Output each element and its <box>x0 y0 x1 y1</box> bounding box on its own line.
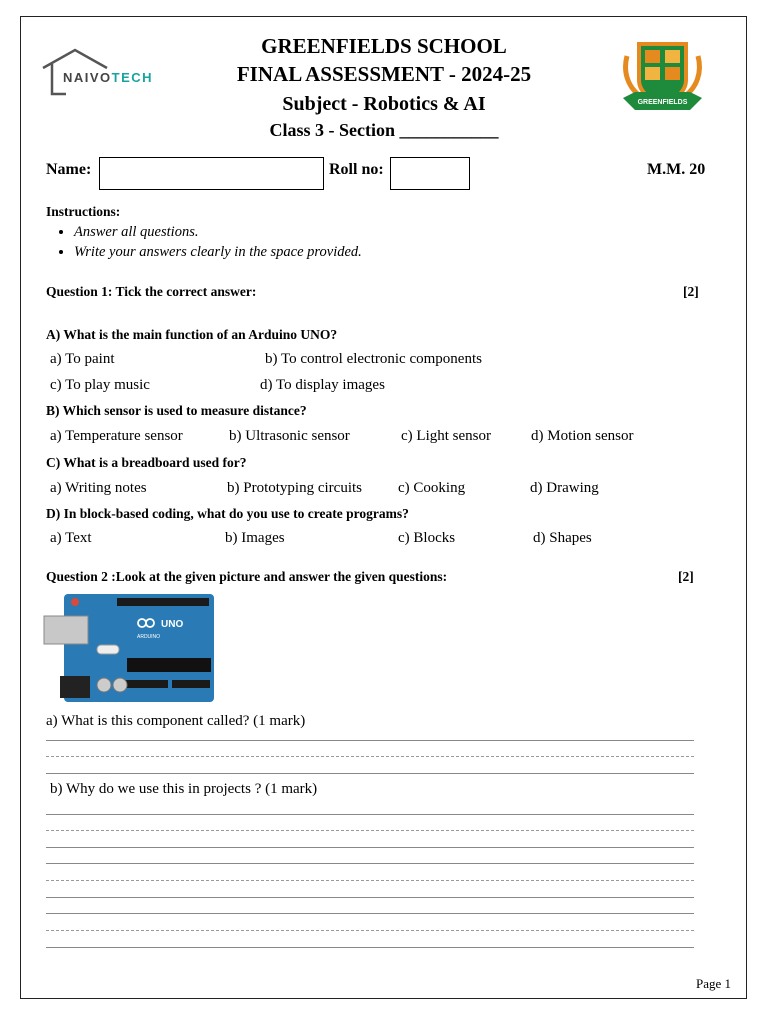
name-label: Name: <box>46 161 92 178</box>
answer-line[interactable] <box>46 814 694 815</box>
q1d-option-d[interactable]: d) Shapes <box>533 530 592 546</box>
naivotech-logo: NAIVOTECH <box>63 70 154 85</box>
answer-guide-line <box>46 930 694 931</box>
instructions-list <box>56 222 362 262</box>
q1d-option-b[interactable]: b) Images <box>225 530 285 546</box>
q1d-option-a[interactable]: a) Text <box>50 530 92 546</box>
q1a-option-c[interactable]: c) To play music <box>50 377 150 393</box>
instructions-title: Instructions: <box>46 204 121 219</box>
q1c-question: C) What is a breadboard used for? <box>46 455 247 470</box>
school-crest-icon <box>615 36 710 118</box>
school-name: GREENFIELDS SCHOOL <box>261 34 507 58</box>
board-brand-label: ARDUINO <box>137 634 161 640</box>
answer-line[interactable] <box>46 897 694 898</box>
board-uno-label: UNO <box>161 619 184 630</box>
answer-line[interactable] <box>46 740 694 741</box>
roll-field[interactable] <box>390 157 470 190</box>
q1c-option-c[interactable]: c) Cooking <box>398 480 466 496</box>
q1d-question: D) In block-based coding, what do you use to create programs? <box>46 506 409 521</box>
q2-marks: [2] <box>678 569 694 584</box>
q2b-question: b) Why do we use this in projects ? (1 mark) <box>50 781 318 797</box>
answer-line[interactable] <box>46 863 694 864</box>
answer-guide-line <box>46 880 694 881</box>
q2-title: Question 2 :Look at the given picture and answer the given questions: <box>46 569 448 584</box>
q1a-option-a[interactable]: a) To paint <box>50 351 115 367</box>
q1b-option-c[interactable]: c) Light sensor <box>401 428 491 444</box>
arduino-uno-image <box>42 590 217 705</box>
q1c-option-b[interactable]: b) Prototyping circuits <box>227 480 362 496</box>
q1a-option-b[interactable]: b) To control electronic components <box>265 351 482 367</box>
assessment-title: FINAL ASSESSMENT - 2024-25 <box>236 62 532 86</box>
q1-title: Question 1: Tick the correct answer: <box>46 284 257 299</box>
roll-label: Roll no: <box>329 161 384 178</box>
answer-line[interactable] <box>46 947 694 948</box>
answer-line[interactable] <box>46 913 694 914</box>
answer-line[interactable] <box>46 773 694 774</box>
name-field[interactable] <box>99 157 324 190</box>
q2a-question: a) What is this component called? (1 mark) <box>46 713 306 729</box>
answer-guide-line <box>46 756 694 757</box>
answer-guide-line <box>46 830 694 831</box>
q1b-option-d[interactable]: d) Motion sensor <box>531 428 634 444</box>
q1-marks: [2] <box>683 284 699 299</box>
class-section: Class 3 - Section ___________ <box>269 120 499 140</box>
instruction-item: • Write your answers clearly in the space provided. <box>74 242 362 262</box>
page-number: Page 1 <box>696 976 732 991</box>
q1b-question: B) Which sensor is used to measure distance? <box>46 403 307 418</box>
q1a-option-d[interactable]: d) To display images <box>260 377 385 393</box>
q1c-option-d[interactable]: d) Drawing <box>530 480 599 496</box>
q1d-option-c[interactable]: c) Blocks <box>398 530 456 546</box>
subject-title: Subject - Robotics & AI <box>282 93 486 115</box>
q1b-option-a[interactable]: a) Temperature sensor <box>50 428 183 444</box>
q1b-option-b[interactable]: b) Ultrasonic sensor <box>229 428 350 444</box>
svg-text:GREENFIELDS: GREENFIELDS <box>637 99 688 106</box>
max-marks: M.M. 20 <box>647 161 706 178</box>
q1c-option-a[interactable]: a) Writing notes <box>50 480 147 496</box>
answer-line[interactable] <box>46 847 694 848</box>
q1a-question: A) What is the main function of an Arduino UNO? <box>46 327 338 342</box>
instruction-item: • Answer all questions. <box>74 222 362 242</box>
